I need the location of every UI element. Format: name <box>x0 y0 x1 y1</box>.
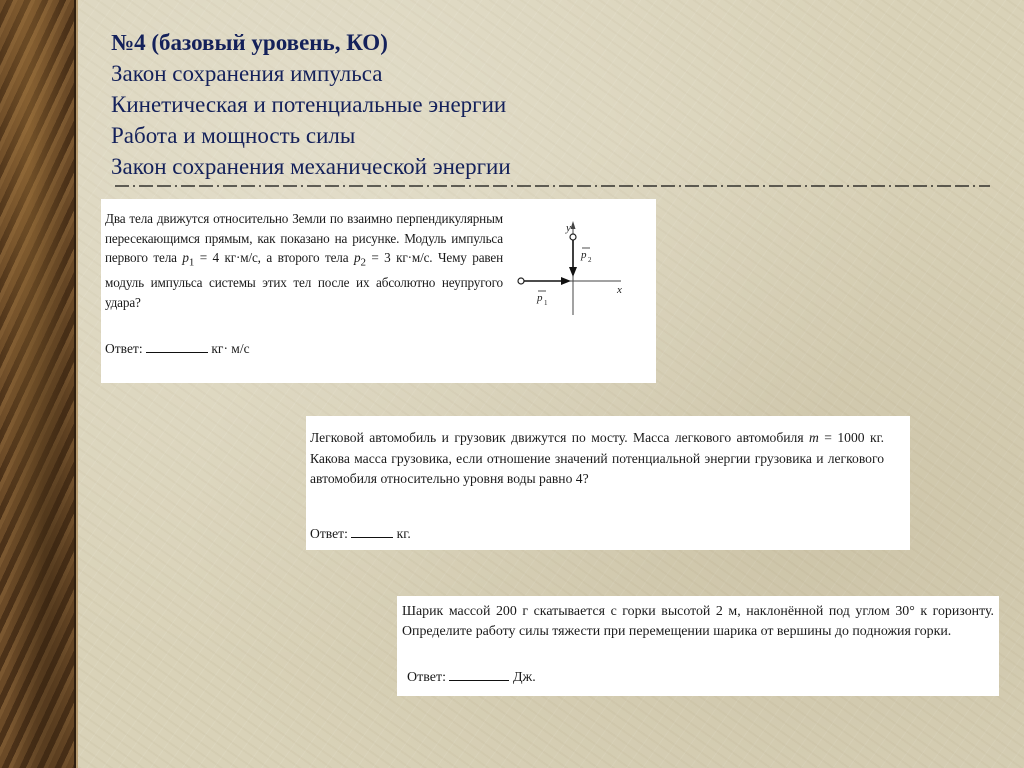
task2-answer: Ответ: кг. <box>310 526 411 541</box>
dash-dot-divider <box>115 182 990 190</box>
topic-line-1: Закон сохранения импульса <box>111 61 383 86</box>
vector-p2-sub: 2 <box>588 256 592 264</box>
slide-heading <box>111 28 511 182</box>
task1-answer: Ответ: кг· м/с <box>105 341 250 356</box>
topic-line-2: Кинетическая и потенциальные энергии <box>111 92 507 117</box>
decorative-wood-band <box>0 0 76 768</box>
task2-answer-blank[interactable] <box>351 537 393 538</box>
task3-answer: Ответ: Дж. <box>407 670 536 685</box>
task-card-momentum <box>101 199 656 383</box>
axis-y-label: y <box>566 222 571 234</box>
slide-title: №4 (базовый уровень, КО) <box>111 30 388 55</box>
task1-text: Два тела движутся относительно Земли по взаимно перпендикулярным пересекающимся прямым, как показано на рисунке. Модуль импульса первого тела $p_1 = 4$ кг·м/с, а второго тела $p_2 = 3$ кг·м/с. Чему равен модуль импульса системы этих тел после их абсолютно неупругого удара? <box>105 211 504 310</box>
topic-line-3: Работа и мощность силы <box>111 123 356 148</box>
task2-text: Легковой автомобиль и грузовик движутся по мосту. Масса легкового автомобиля m = 1000 кг. Какова масса грузовика, если отношение значений потенциальной энергии грузовика и легкового автомобиля относительно уровня воды равно 4? <box>310 430 885 486</box>
vector-p1-sub: 1 <box>544 299 548 307</box>
axis-x-label: x <box>617 284 622 296</box>
momentum-vectors-figure <box>511 211 641 321</box>
task-card-work <box>397 596 999 696</box>
topic-line-4: Закон сохранения механической энергии <box>111 154 511 179</box>
task3-text: Шарик массой 200 г скатывается с горки высотой 2 м, наклонённой под углом 30° к горизонту. Определите работу силы тяжести при перемещении шарика от вершины до подножия горки. <box>402 604 994 639</box>
vector-p2-label: p <box>581 249 587 261</box>
vector-p1-label: p <box>537 292 543 304</box>
task1-answer-blank[interactable] <box>146 352 208 353</box>
task3-answer-blank[interactable] <box>449 680 509 681</box>
task-card-potential-energy <box>306 416 910 550</box>
